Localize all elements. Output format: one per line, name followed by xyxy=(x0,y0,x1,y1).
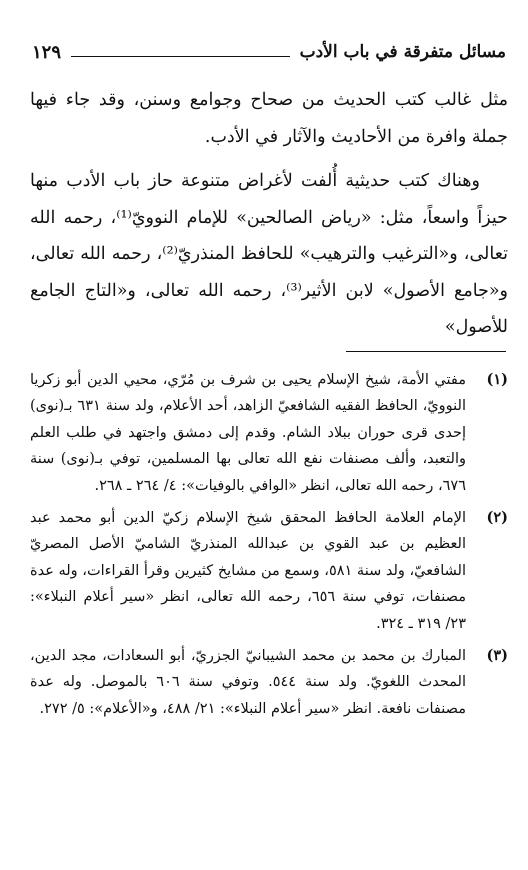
footnote-text: المبارك بن محمد بن محمد الشيبانيّ الجزريّ، أبو السعادات، مجد الدين، المحدث اللغويّ. ولد سنة ٥٤٤. وتوفي سنة ٦٠٦ بالموصل. وله عدة مصنفات نافعة. انظر «سير أعلام النبلاء»: ٢١/ ٤٨٨، و«الأعلام»: ٥/ ٢٧٢. xyxy=(30,648,467,717)
header-rule xyxy=(71,56,290,57)
footnote-number: (١) xyxy=(486,371,508,388)
footnote xyxy=(30,643,508,722)
footnote-number: (٣) xyxy=(486,647,508,665)
footnote xyxy=(30,505,508,637)
running-title: مسائل متفرقة في باب الأدب xyxy=(299,42,506,62)
footnote xyxy=(30,367,508,499)
paragraph: وهناك كتب حديثية أُلفت لأغراض متنوعة حاز باب الأدب منها حيزاً واسعاً، مثل: «رياض الصالحين» للإمام النوويّ⁽¹⁾، رحمه الله تعالى، و«الترغيب والترهيب» للحافظ المنذريّ⁽²⁾، رحمه الله تعالى، و«جامع الأصول» لابن الأثير⁽³⁾، رحمه الله تعالى، و«التاج الجامع للأصول» xyxy=(30,171,509,337)
page-header xyxy=(32,40,506,64)
main-text xyxy=(30,82,508,354)
footnote-number: (٢) xyxy=(486,509,508,527)
footnote-text: مفتي الأمة، شيخ الإسلام يحيى بن شرف بن مُرّي، محيي الدين أبو زكريا النوويّ، الحافظ الفقيه الشافعيّ الزاهد، أحد الأعلام، ولد سنة ٦٣١ بـ(نوى) إحدى قرى حوران ببلاد الشام. وقدم إلى دمشق واجتهد في طلب العلم والتعبد، وألف مصنفات نفع الله تعالى بها المسلمين، توفي بـ(نوى) سنة ٦٧٦، رحمه الله تعالى، انظر «الوافي بالوفيات»: ٤/ ٢٦٤ ـ ٢٦٨. xyxy=(30,372,466,494)
page-number: ١٢٩ xyxy=(32,41,62,63)
footnote-separator xyxy=(346,351,506,352)
paragraph: مثل غالب كتب الحديث من صحاح وجوامع وسنن، وقد جاء فيها جملة وافرة من الأحاديث والآثار في الأدب. xyxy=(30,90,508,147)
footnotes xyxy=(30,367,508,728)
footnote-text: الإمام العلامة الحافظ المحقق شيخ الإسلام زكيّ الدين أبو محمد عبد العظيم بن عبد القوي بن عبدالله المنذريّ الشاميّ الأصل المصريّ الشافعيّ، ولد سنة ٥٨١، وسمع من مشايخ كثيرين وقرأ القراءات، وله عدة مصنفات، توفي سنة ٦٥٦، رحمه الله تعالى، انظر «سير أعلام النبلاء»: ٢٣/ ٣١٩ ـ ٣٢٤. xyxy=(30,510,466,632)
